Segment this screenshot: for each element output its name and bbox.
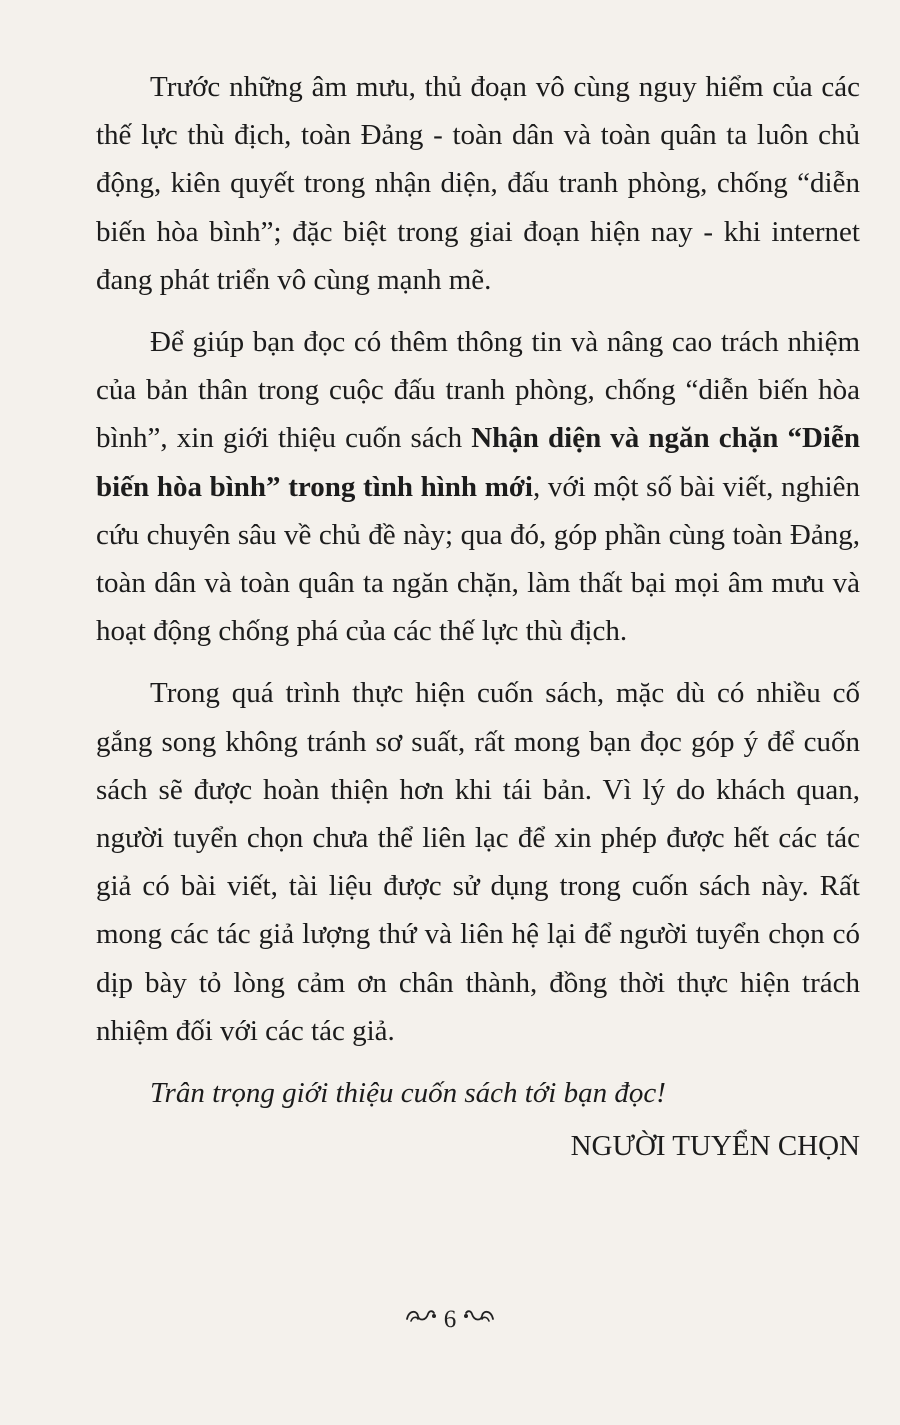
paragraph-2 xyxy=(96,318,860,655)
paragraph-1: Trước những âm mưu, thủ đoạn vô cùng nguy hiểm của các thế lực thù địch, toàn Đảng - toàn dân và toàn quân ta luôn chủ động, kiên quyết trong nhận diện, đấu tranh phòng, chống “diễn biến hòa bình”; đặc biệt trong giai đoạn hiện nay - khi internet đang phát triển vô cùng mạnh mẽ. xyxy=(96,71,860,296)
closing-line: Trân trọng giới thiệu cuốn sách tới bạn đọc! xyxy=(150,1077,666,1110)
right-flourish-icon xyxy=(462,1303,496,1335)
page-number-footer xyxy=(0,1304,900,1337)
paragraph-2-tail: , với một số bài viết, nghiên cứu chuyên sâu về chủ đề này; qua đó, góp phần cùng toàn Đảng, toàn dân và toàn quân ta ngăn chặn, làm thất bại mọi âm mưu và hoạt động chống phá của các thế lực thù địch. xyxy=(96,470,860,648)
page-number: 6 xyxy=(443,1306,457,1333)
book-title: Nhận diện và ngăn chặn “Diễn biến hòa bình” trong tình hình mới xyxy=(96,422,860,503)
signature: NGƯỜI TUYỂN CHỌN xyxy=(570,1130,860,1163)
left-flourish-icon xyxy=(404,1303,438,1335)
paragraph-2-lead: Để giúp bạn đọc có thêm thông tin và nâng cao trách nhiệm của bản thân trong cuộc đấu tranh phòng, chống “diễn biến hòa bình”, xin giới thiệu cuốn sách xyxy=(96,326,860,455)
page-body xyxy=(96,63,860,1170)
paragraph-3: Trong quá trình thực hiện cuốn sách, mặc dù có nhiều cố gắng song không tránh sơ suất, rất mong bạn đọc góp ý để cuốn sách sẽ được hoàn thiện hơn khi tái bản. Vì lý do khách quan, người tuyển chọn chưa thể liên lạc để xin phép được hết các tác giả có bài viết, tài liệu được sử dụng trong cuốn sách này. Rất mong các tác giả lượng thứ và liên hệ lại để người tuyển chọn có dịp bày tỏ lòng cảm ơn chân thành, đồng thời thực hiện trách nhiệm đối với các tác giả. xyxy=(96,677,860,1047)
